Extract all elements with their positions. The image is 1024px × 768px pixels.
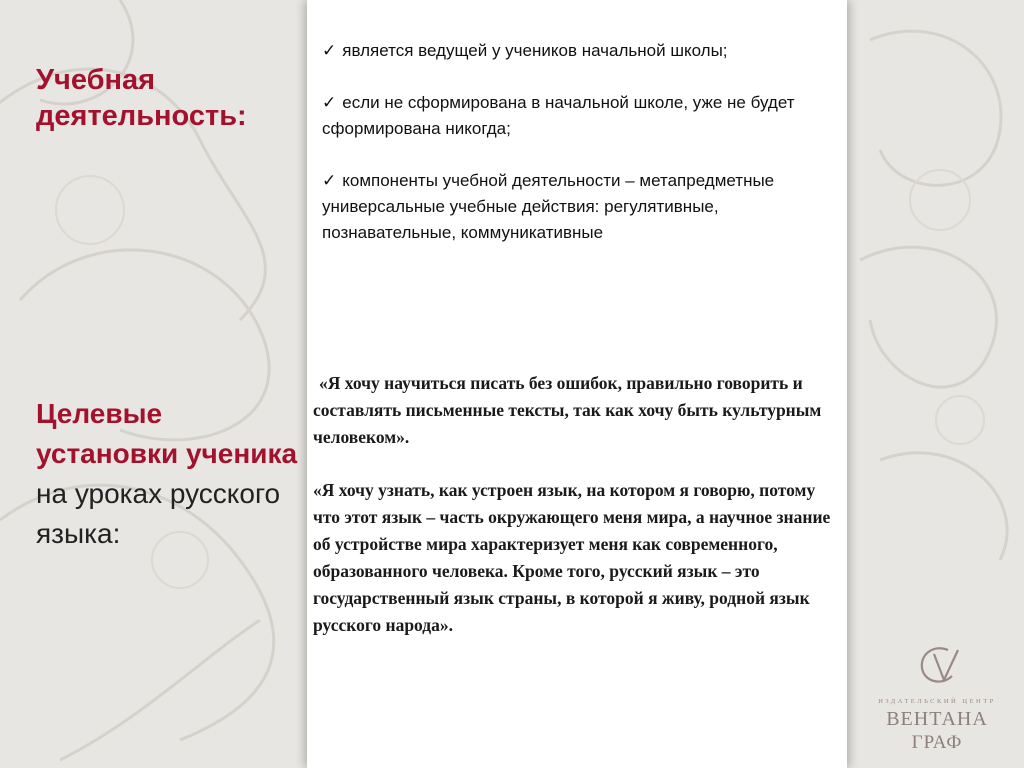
logo-name-line1: ВЕНТАНА	[886, 708, 988, 730]
list-item	[322, 168, 822, 246]
quotes-block	[313, 370, 837, 665]
bullet-text: компоненты учебной деятельности – метапредметные универсальные учебные действия: регулятивные, познавательные, коммуникативные	[322, 171, 775, 242]
quote-1: «Я хочу научиться писать без ошибок, правильно говорить и составлять письменные тексты, так как хочу быть культурным человеком».	[313, 373, 822, 447]
heading-learning-activity: Учебная деятельность:	[36, 64, 247, 132]
bullet-list	[322, 38, 822, 272]
bullet-text: является ведущей у учеников начальной школы;	[342, 41, 728, 60]
heading-student-goals-bold: Целевые установки ученика	[36, 398, 298, 469]
bullet-text: если не сформирована в начальной школе, уже не будет сформирована никогда;	[322, 93, 795, 138]
publisher-logo	[862, 640, 1012, 760]
logo-mark-icon	[914, 640, 968, 694]
heading-student-goals-rest: на уроках русского языка:	[36, 478, 281, 549]
check-icon: ✓	[322, 93, 337, 112]
check-icon: ✓	[322, 171, 337, 190]
logo-name-line2: ГРАФ	[911, 732, 963, 753]
heading-student-goals	[36, 394, 298, 554]
logo-subtitle: ИЗДАТЕЛЬСКИЙ ЦЕНТР	[878, 698, 996, 705]
list-item	[322, 90, 822, 142]
quote-2: «Я хочу узнать, как устроен язык, на котором я говорю, потому что этот язык – часть окружающего меня мира, а научное знание об устройстве мира характеризует меня как современного, образованного человека. Кроме того, русский язык – это государственный язык страны, в которой я живу, родной язык русского народа».	[313, 480, 831, 635]
left-panel	[0, 0, 305, 768]
list-item	[322, 38, 822, 64]
check-icon: ✓	[322, 41, 337, 60]
